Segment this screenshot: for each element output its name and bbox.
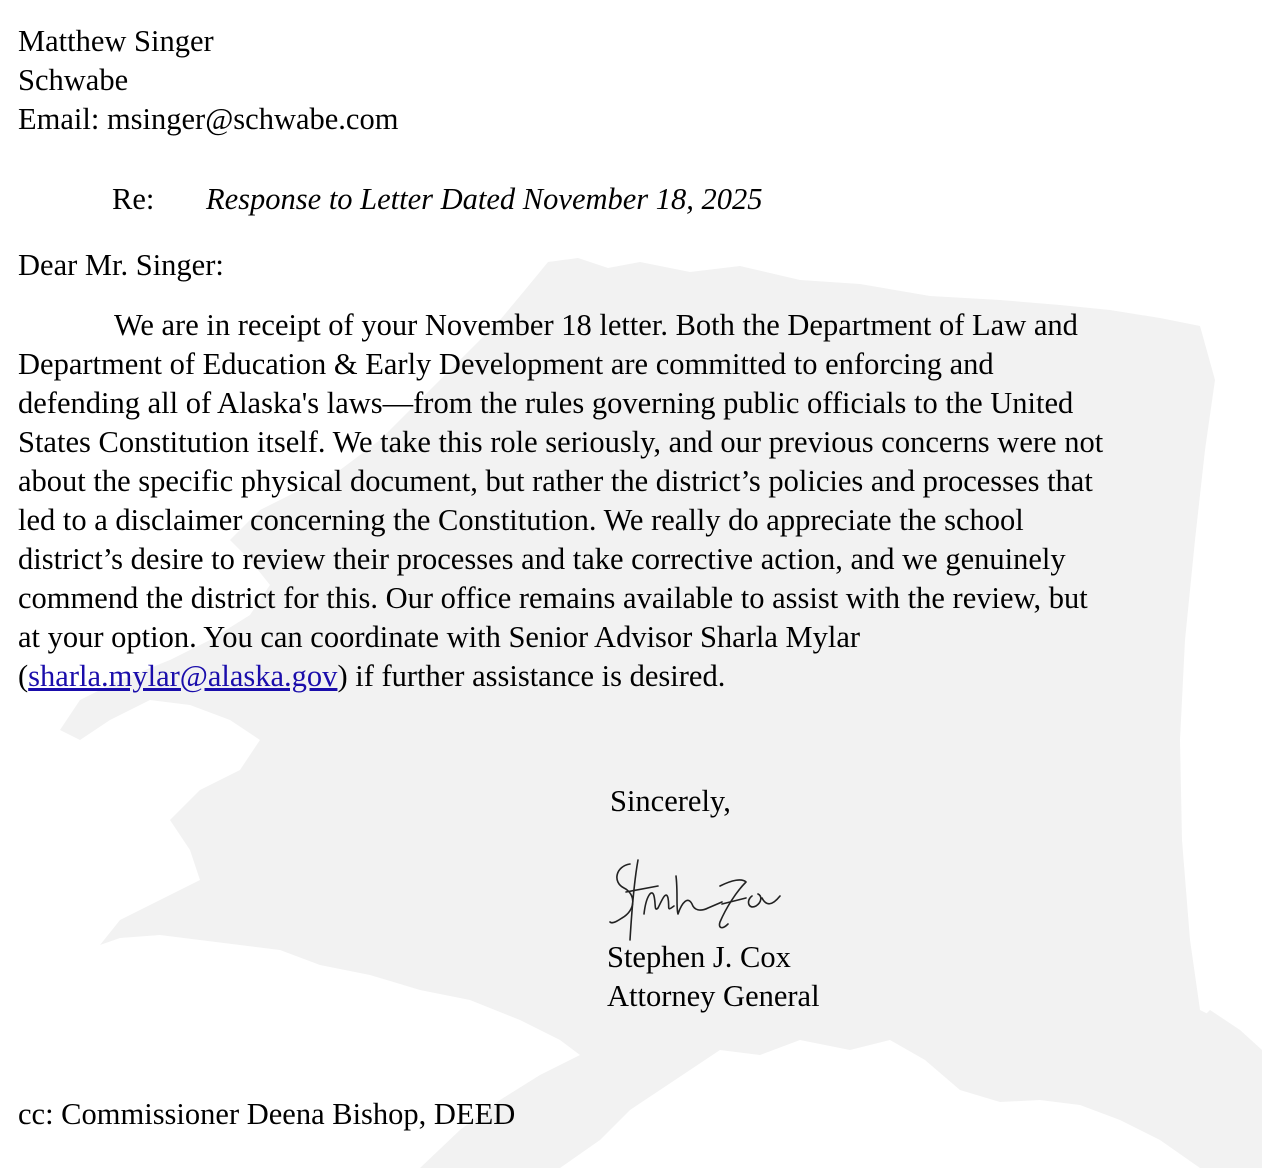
recipient-firm: Schwabe	[18, 63, 129, 97]
closing: Sincerely,	[610, 784, 731, 818]
body-line: defending all of Alaska's laws—from the rules governing public officials to the United	[18, 386, 1074, 420]
recipient-email: Email: msinger@schwabe.com	[18, 102, 399, 136]
body-last-text: ) if further assistance is desired.	[337, 659, 726, 693]
signer-name: Stephen J. Cox	[607, 940, 791, 974]
body-line: at your option. You can coordinate with Senior Advisor Sharla Mylar	[18, 620, 861, 654]
body-line: led to a disclaimer concerning the Constitution. We really do appreciate the school	[18, 503, 1024, 537]
recipient-name: Matthew Singer	[18, 24, 214, 58]
paren-open: (	[18, 659, 29, 693]
body-paragraph	[18, 306, 1244, 696]
cc-line: cc: Commissioner Deena Bishop, DEED	[18, 1097, 516, 1131]
body-line: States Constitution itself. We take this role seriously, and our previous concerns were not	[18, 425, 1104, 459]
signature-image	[596, 852, 796, 952]
body-line: district’s desire to review their processes and take corrective action, and we genuinely	[18, 542, 1066, 576]
re-subject: Response to Letter Dated November 18, 2025	[206, 182, 763, 216]
sharla-email-link[interactable]: sharla.mylar@alaska.gov	[28, 659, 338, 693]
re-label: Re:	[112, 182, 155, 216]
salutation: Dear Mr. Singer:	[18, 248, 224, 282]
body-last-line	[18, 657, 1244, 696]
body-line: commend the district for this. Our office remains available to assist with the review, but	[18, 581, 1088, 615]
body-line: Department of Education & Early Development are committed to enforcing and	[18, 347, 994, 381]
body-line: We are in receipt of your November 18 letter. Both the Department of Law and	[114, 308, 1078, 342]
signer-title: Attorney General	[607, 979, 820, 1013]
body-line: about the specific physical document, but rather the district’s policies and processes that	[18, 464, 1093, 498]
